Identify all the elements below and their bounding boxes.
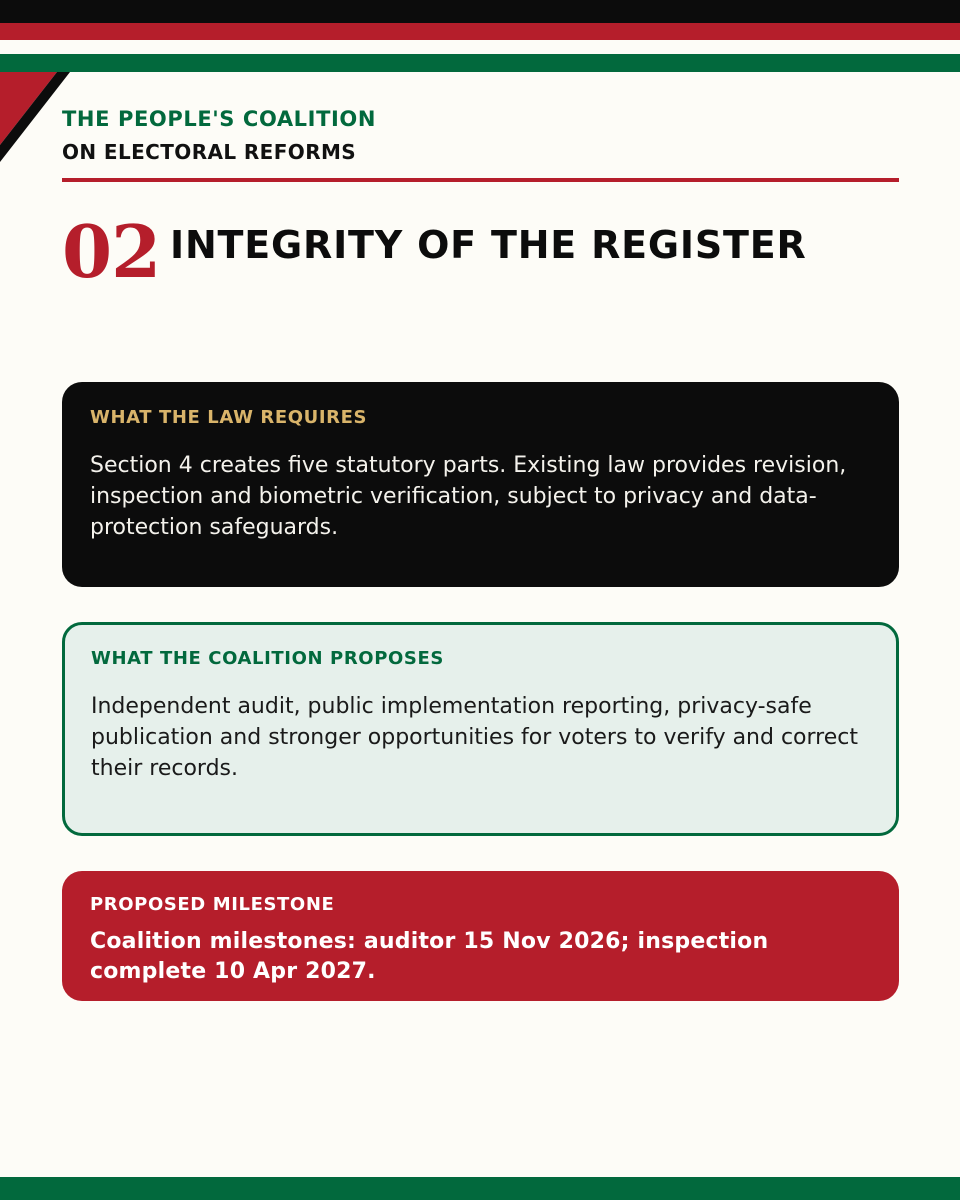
flag-band-black xyxy=(0,0,960,23)
law-requirements-card xyxy=(62,382,899,587)
footer-band-green xyxy=(0,1177,960,1200)
flag-band-green xyxy=(0,54,960,72)
proposal-card-body: Independent audit, public implementation reporting, privacy-safe publication and stronger opportunities for voters to verify and correct their records. xyxy=(91,694,858,781)
section-title: INTEGRITY OF THE REGISTER xyxy=(170,223,807,267)
header-divider xyxy=(62,178,899,182)
milestone-card-label: PROPOSED MILESTONE xyxy=(90,894,335,915)
law-card-label: WHAT THE LAW REQUIRES xyxy=(90,407,368,428)
coalition-proposal-card xyxy=(62,622,899,836)
flag-band-white xyxy=(0,40,960,54)
org-name-line1: THE PEOPLE'S COALITION xyxy=(62,107,377,131)
milestone-card-body: Coalition milestones: auditor 15 Nov 2026; inspection complete 10 Apr 2027. xyxy=(90,929,769,984)
flag-band-red xyxy=(0,23,960,40)
milestone-card xyxy=(62,871,899,1001)
proposal-card-label: WHAT THE COALITION PROPOSES xyxy=(91,648,444,669)
law-card-body: Section 4 creates five statutory parts. Existing law provides revision, inspection and biometric verification, subject to privacy and data-protection safeguards. xyxy=(90,453,847,540)
org-name-line2: ON ELECTORAL REFORMS xyxy=(62,140,357,164)
section-number: 02 xyxy=(62,209,161,294)
organization-name xyxy=(62,106,376,165)
